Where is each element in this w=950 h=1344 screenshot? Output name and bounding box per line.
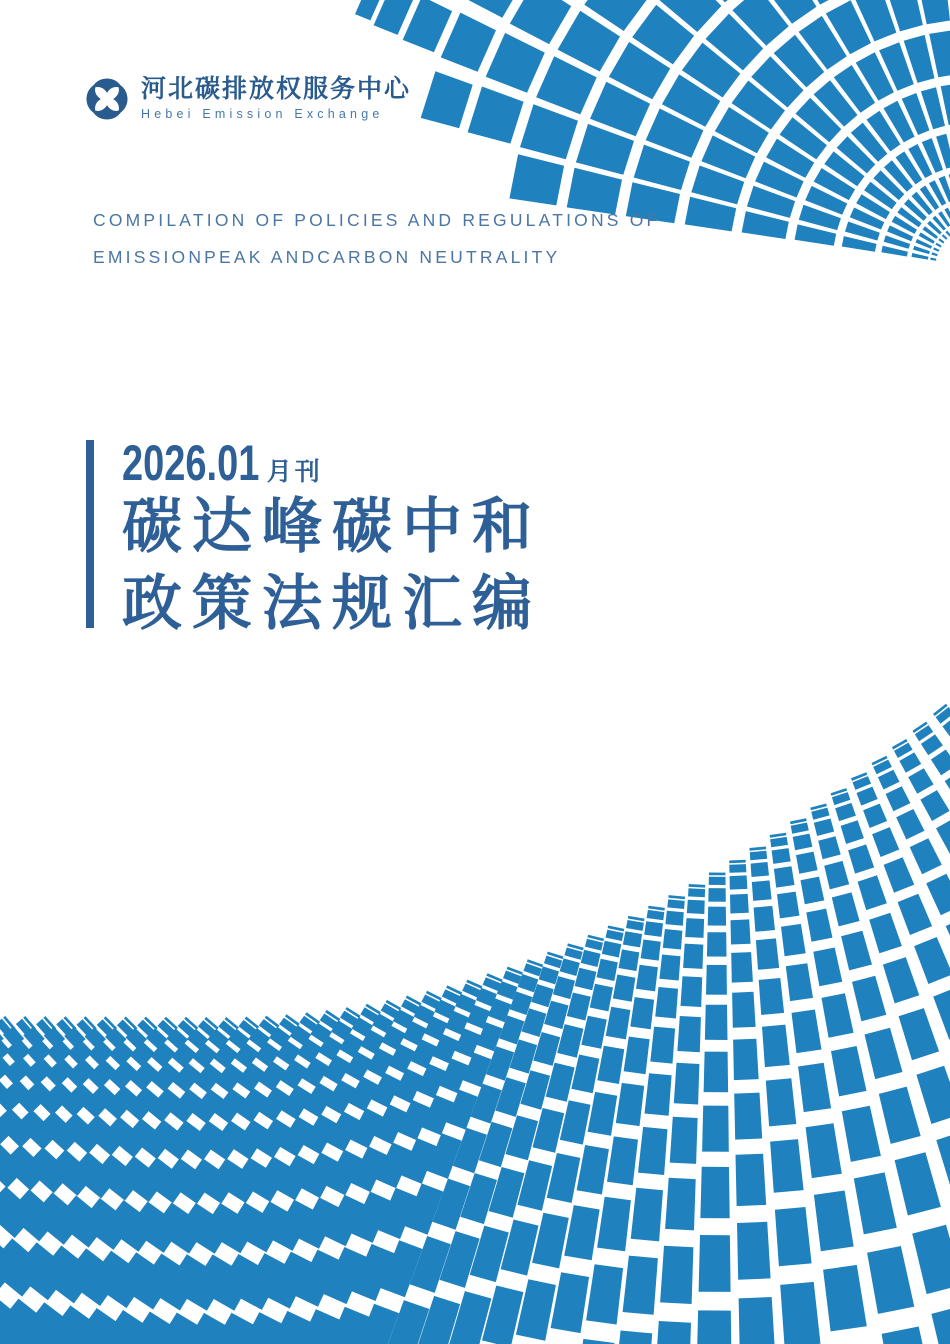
org-name-en: Hebei Emission Exchange xyxy=(141,107,384,121)
compilation-heading-line2: EMISSIONPEAK ANDCARBON NEUTRALITY xyxy=(93,247,561,267)
title-texts xyxy=(122,437,542,641)
title-accent-bar xyxy=(86,440,94,628)
compilation-heading-en xyxy=(93,202,660,276)
title-block xyxy=(86,437,542,641)
bottom-halftone-mesh xyxy=(0,647,950,1344)
issue-period-label: 月刊 xyxy=(266,458,323,486)
org-name-zh: 河北碳排放权服务中心 xyxy=(141,75,412,103)
org-logo xyxy=(84,74,411,122)
issue-date: 2026.01 xyxy=(122,435,260,491)
issue-row xyxy=(122,435,542,491)
main-title-line1: 碳达峰碳中和 xyxy=(122,493,542,560)
main-title-line2: 政策法规汇编 xyxy=(122,570,542,637)
pinwheel-logo-icon xyxy=(84,76,130,122)
org-logo-text xyxy=(141,74,411,121)
compilation-heading-line1: COMPILATION OF POLICIES AND REGULATIONS OF xyxy=(93,210,661,230)
